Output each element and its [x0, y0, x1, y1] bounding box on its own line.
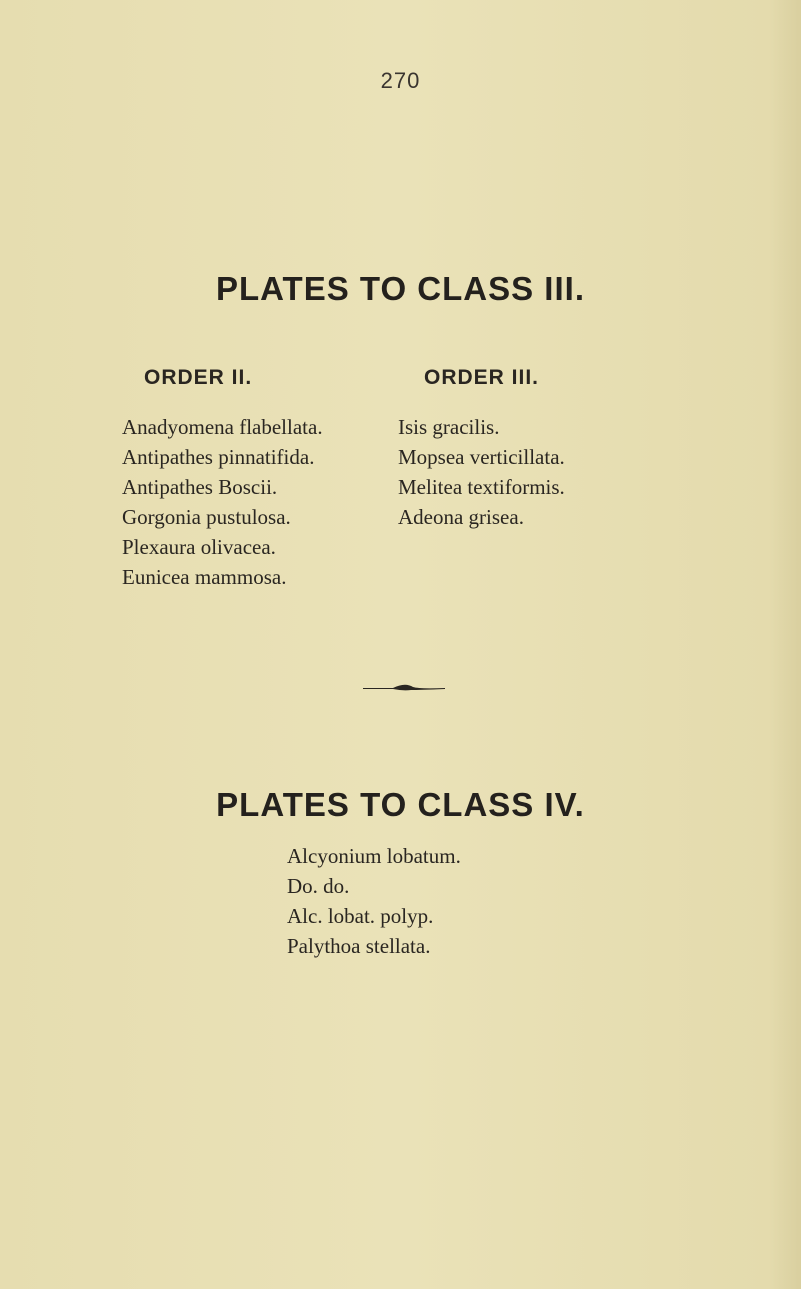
- species-item: Anadyomena flabellata.: [122, 415, 323, 439]
- species-item: Adeona grisea.: [398, 505, 524, 529]
- order-two-title: ORDER II.: [144, 366, 253, 389]
- species-item: Antipathes pinnatifida.: [122, 445, 315, 469]
- class-three-heading: PLATES TO CLASS III.: [216, 270, 585, 307]
- species-item: Palythoa stellata.: [287, 934, 431, 958]
- order-three-title: ORDER III.: [424, 366, 540, 389]
- page-number: 270: [380, 68, 421, 93]
- species-item: Mopsea verticillata.: [398, 445, 565, 469]
- class-four-species-list: [287, 841, 461, 961]
- species-item: Do. do.: [287, 874, 350, 898]
- species-item: Isis gracilis.: [398, 415, 500, 439]
- species-item: Gorgonia pustulosa.: [122, 505, 291, 529]
- divider-ornament: [363, 682, 445, 692]
- class-four-heading: PLATES TO CLASS IV.: [216, 786, 585, 823]
- species-item: Antipathes Boscii.: [122, 475, 278, 499]
- species-item: Melitea textiformis.: [398, 475, 565, 499]
- species-item: Alc. lobat. polyp.: [287, 904, 434, 928]
- order-three-species-list: [398, 412, 565, 532]
- order-two-species-list: [122, 412, 323, 592]
- species-item: Plexaura olivacea.: [122, 535, 276, 559]
- species-item: Alcyonium lobatum.: [287, 844, 461, 868]
- species-item: Eunicea mammosa.: [122, 565, 287, 589]
